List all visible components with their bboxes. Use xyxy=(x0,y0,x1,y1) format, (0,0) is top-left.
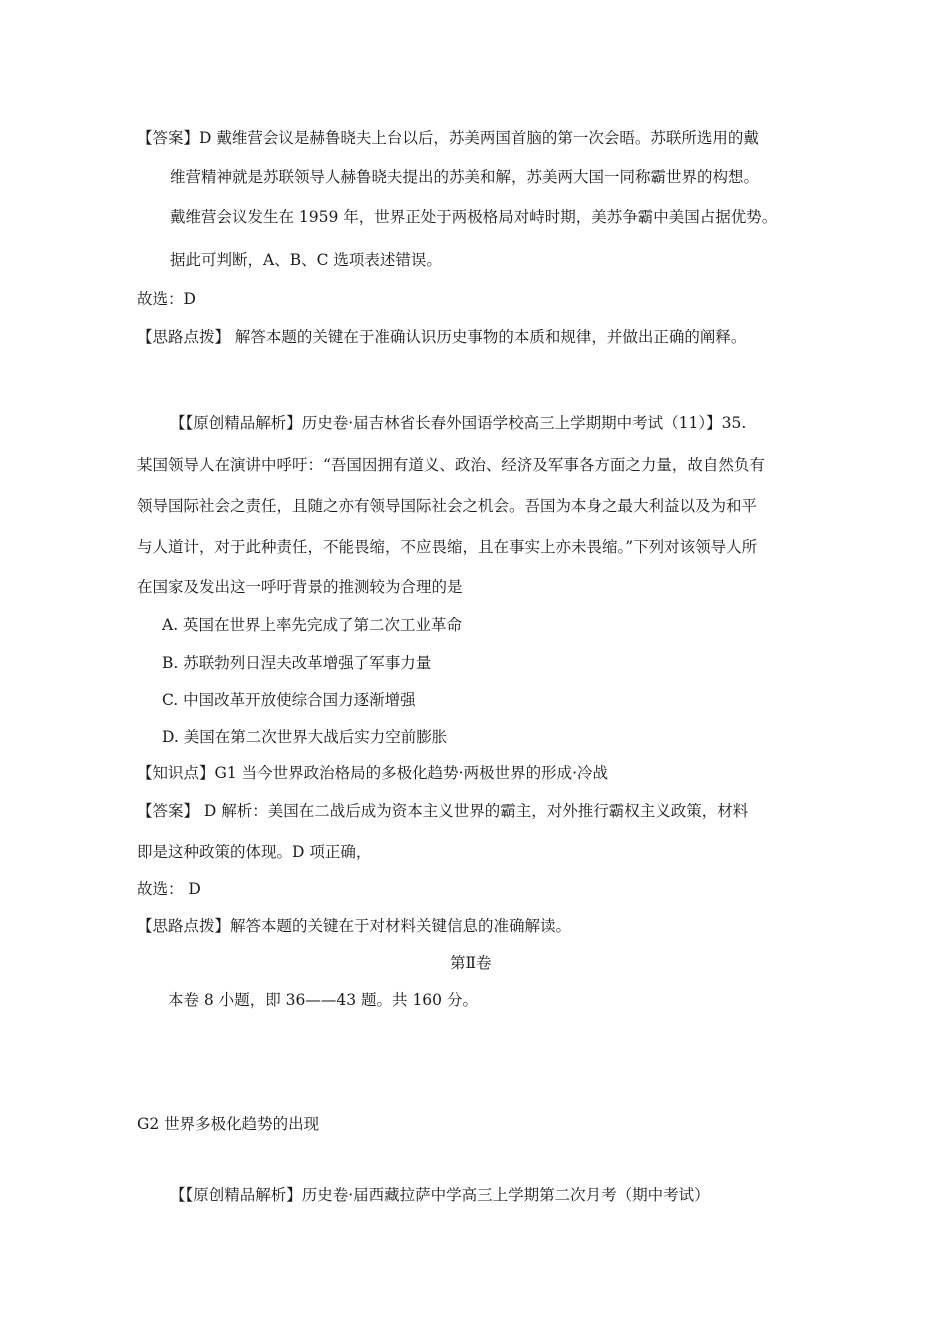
question-header: 【【原创精品解析】历史卷·届吉林省长春外国语学校高三上学期期中考试（11）】35. xyxy=(170,414,747,432)
knowledge-point: 【知识点】G1 当今世界政治格局的多极化趋势·两极世界的形成·冷战 xyxy=(137,764,609,782)
question-line-3: 与人道计，对于此种责任，不能畏缩，不应畏缩，且在事实上亦未畏缩。”下列对该领导人所 xyxy=(137,538,758,556)
option-d: D. 美国在第二次世界大战后实力空前膨胀 xyxy=(162,728,448,746)
section-title: 第Ⅱ卷 xyxy=(450,954,492,972)
section-description: 本卷 8 小题，即 36——43 题。共 160 分。 xyxy=(168,991,478,1009)
question-line-1: 某国领导人在演讲中呼吁：“吾国因拥有道义、政治、经济及军事各方面之力量，故自然负有 xyxy=(137,456,765,474)
option-a: A. 英国在世界上率先完成了第二次工业革命 xyxy=(162,616,463,634)
question-header: 【【原创精品解析】历史卷·届西藏拉萨中学高三上学期第二次月考（期中考试） xyxy=(170,1186,710,1204)
answer-line-1: 【答案】D 戴维营会议是赫鲁晓夫上台以后，苏美两国首脑的第一次会晤。苏联所选用的戴 xyxy=(137,129,759,147)
question-line-2: 领导国际社会之责任，且随之亦有领导国际社会之机会。吾国为本身之最大利益以及为和平 xyxy=(137,497,758,515)
choice-line: 故选： D xyxy=(137,880,201,898)
answer-line-1: 【答案】 D 解析：美国在二战后成为资本主义世界的霸主，对外推行霸权主义政策，材料 xyxy=(137,802,749,820)
tip-line: 【思路点拨】解答本题的关键在于对材料关键信息的准确解读。 xyxy=(137,917,572,935)
option-b: B. 苏联勃列日涅夫改革增强了军事力量 xyxy=(162,654,432,672)
answer-line-2: 维营精神就是苏联领导人赫鲁晓夫提出的苏美和解，苏美两大国一同称霸世界的构想。 xyxy=(170,168,760,186)
answer-line-4: 据此可判断，A、B、C 选项表述错误。 xyxy=(170,251,442,269)
answer-line-3: 戴维营会议发生在 1959 年，世界正处于两极格局对峙时期，美苏争霸中美国占据优势。 xyxy=(170,208,778,226)
choice-line: 故选：D xyxy=(137,290,196,308)
question-line-4: 在国家及发出这一呼吁背景的推测较为合理的是 xyxy=(137,578,463,596)
option-c: C. 中国改革开放使综合国力逐渐增强 xyxy=(162,691,416,709)
section-heading: G2 世界多极化趋势的出现 xyxy=(137,1115,320,1133)
tip-line: 【思路点拨】 解答本题的关键在于准确认识历史事物的本质和规律，并做出正确的阐释。 xyxy=(137,328,747,346)
answer-line-2: 即是这种政策的体现。D 项正确， xyxy=(137,843,372,861)
